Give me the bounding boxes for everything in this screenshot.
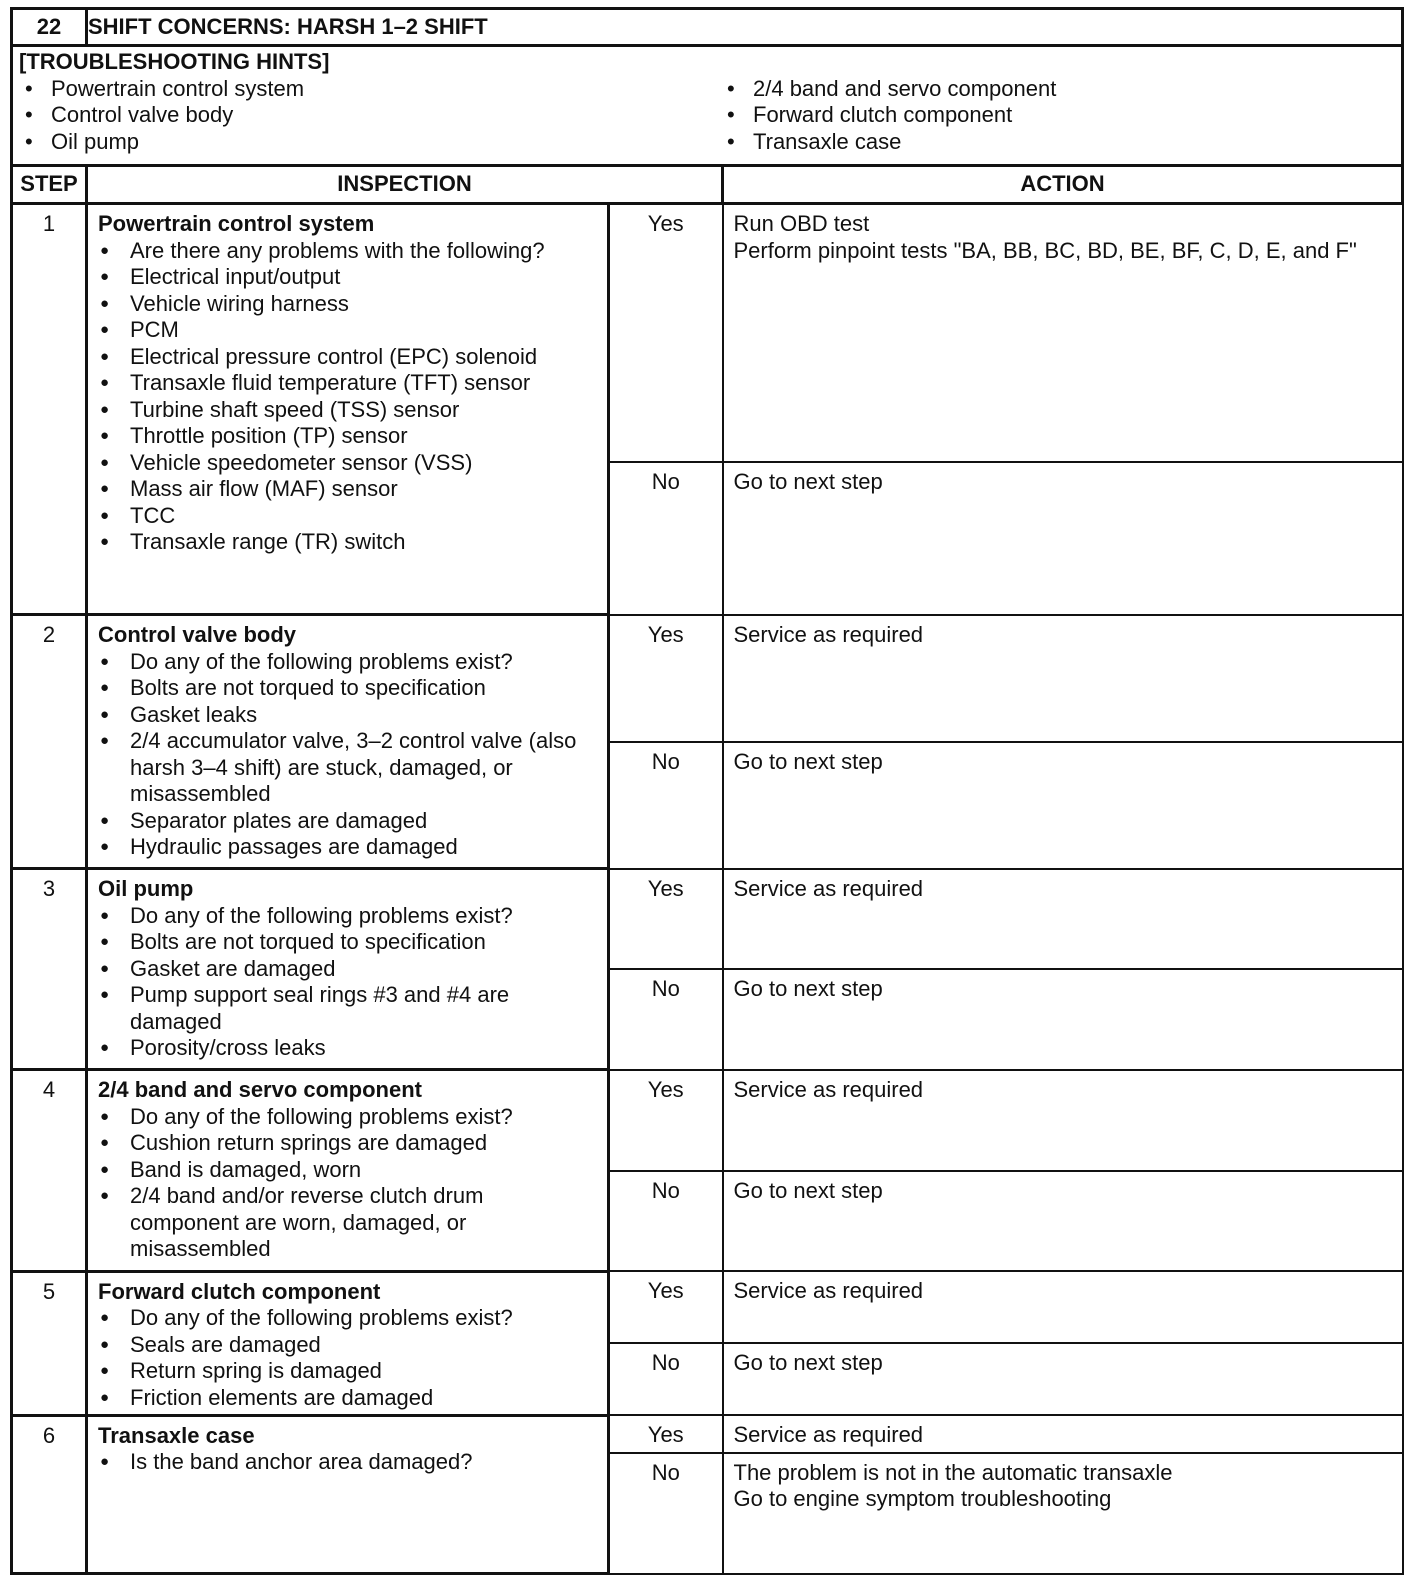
- step-number: 1: [12, 204, 87, 615]
- action-if-yes: Run OBD test Perform pinpoint tests "BA, BB, BC, BD, BE, BF, C, D, E, and F": [723, 204, 1403, 462]
- action-if-yes: Service as required: [723, 869, 1403, 970]
- column-header-step: STEP: [12, 166, 87, 204]
- hint-item: • Oil pump: [19, 129, 721, 156]
- step-inspection: [87, 1415, 609, 1573]
- inspection-item: ● Do any of the following problems exist?: [98, 903, 597, 930]
- procedure-title: SHIFT CONCERNS: HARSH 1–2 SHIFT: [87, 9, 1403, 46]
- inspection-item: ● Bolts are not torqued to specification: [98, 675, 597, 702]
- action-if-yes: Service as required: [723, 1415, 1403, 1452]
- answer-no: No: [609, 1453, 723, 1574]
- procedure-number: 22: [12, 9, 87, 46]
- inspection-item: ● Friction elements are damaged: [98, 1385, 597, 1412]
- inspection-items: [98, 238, 597, 556]
- hints-heading: [TROUBLESHOOTING HINTS]: [19, 49, 330, 75]
- inspection-item: ● Are there any problems with the following?: [98, 238, 597, 265]
- inspection-item: ● Throttle position (TP) sensor: [98, 423, 597, 450]
- troubleshooting-hints: [12, 46, 1403, 166]
- answer-yes: Yes: [609, 204, 723, 462]
- inspection-item: ● Do any of the following problems exist?: [98, 1305, 597, 1332]
- inspection-item: ● Vehicle wiring harness: [98, 291, 597, 318]
- inspection-item: ● Transaxle range (TR) switch: [98, 529, 597, 556]
- inspection-items: [98, 1104, 597, 1263]
- inspection-title: Transaxle case: [98, 1422, 255, 1448]
- inspection-title: 2/4 band and servo component: [98, 1077, 422, 1103]
- hint-item: • Transaxle case: [721, 129, 1395, 156]
- inspection-title: Control valve body: [98, 622, 297, 648]
- action-if-yes: Service as required: [723, 1271, 1403, 1343]
- inspection-title: Forward clutch component: [98, 1278, 381, 1304]
- inspection-item: ● Is the band anchor area damaged?: [98, 1449, 597, 1476]
- action-if-no: The problem is not in the automatic transaxle Go to engine symptom troubleshooting: [723, 1453, 1403, 1574]
- action-if-no: Go to next step: [723, 1171, 1403, 1272]
- action-if-yes: Service as required: [723, 1070, 1403, 1171]
- answer-yes: Yes: [609, 1070, 723, 1171]
- action-if-no: Go to next step: [723, 462, 1403, 615]
- steps-body: [12, 204, 1403, 1574]
- inspection-item: ● Vehicle speedometer sensor (VSS): [98, 450, 597, 477]
- action-if-no: Go to next step: [723, 969, 1403, 1070]
- inspection-item: ● Porosity/cross leaks: [98, 1035, 597, 1062]
- inspection-item: ● Electrical input/output: [98, 264, 597, 291]
- inspection-item: ● Do any of the following problems exist?: [98, 649, 597, 676]
- inspection-item: ● Gasket are damaged: [98, 956, 597, 983]
- inspection-item: ● Gasket leaks: [98, 702, 597, 729]
- action-if-yes: Service as required: [723, 615, 1403, 742]
- inspection-item: ● TCC: [98, 503, 597, 530]
- troubleshooting-table: [10, 7, 1404, 1575]
- inspection-item: ● Separator plates are damaged: [98, 808, 597, 835]
- step-inspection: [87, 869, 609, 1070]
- column-header-inspection: INSPECTION: [87, 166, 723, 204]
- answer-yes: Yes: [609, 869, 723, 970]
- answer-no: No: [609, 969, 723, 1070]
- inspection-item: ● Mass air flow (MAF) sensor: [98, 476, 597, 503]
- inspection-items: [98, 1449, 597, 1476]
- column-header-action: ACTION: [723, 166, 1403, 204]
- step-number: 6: [12, 1415, 87, 1573]
- inspection-title: Powertrain control system: [98, 211, 375, 237]
- step-inspection: [87, 1271, 609, 1415]
- answer-yes: Yes: [609, 615, 723, 742]
- hint-item: • 2/4 band and servo component: [721, 76, 1395, 103]
- inspection-item: ● Seals are damaged: [98, 1332, 597, 1359]
- inspection-item: ● Turbine shaft speed (TSS) sensor: [98, 397, 597, 424]
- step-number: 4: [12, 1070, 87, 1271]
- answer-no: No: [609, 742, 723, 869]
- hints-left-list: [19, 76, 721, 156]
- inspection-items: [98, 649, 597, 861]
- hints-right-list: [721, 76, 1395, 156]
- inspection-item: ● Band is damaged, worn: [98, 1157, 597, 1184]
- step-number: 5: [12, 1271, 87, 1415]
- answer-yes: Yes: [609, 1415, 723, 1452]
- inspection-item: ● Hydraulic passages are damaged: [98, 834, 597, 861]
- action-if-no: Go to next step: [723, 742, 1403, 869]
- action-if-no: Go to next step: [723, 1343, 1403, 1416]
- step-number: 3: [12, 869, 87, 1070]
- hint-item: • Powertrain control system: [19, 76, 721, 103]
- inspection-item: ● Pump support seal rings #3 and #4 are damaged: [98, 982, 597, 1035]
- inspection-item: ● PCM: [98, 317, 597, 344]
- hint-item: • Control valve body: [19, 102, 721, 129]
- inspection-item: ● Transaxle fluid temperature (TFT) sensor: [98, 370, 597, 397]
- inspection-item: ● Cushion return springs are damaged: [98, 1130, 597, 1157]
- inspection-item: ● 2/4 accumulator valve, 3–2 control valve (also harsh 3–4 shift) are stuck, damaged, or misassembled: [98, 728, 597, 808]
- step-inspection: [87, 1070, 609, 1271]
- inspection-item: ● Do any of the following problems exist?: [98, 1104, 597, 1131]
- step-inspection: [87, 615, 609, 869]
- inspection-item: ● Bolts are not torqued to specification: [98, 929, 597, 956]
- inspection-item: ● 2/4 band and/or reverse clutch drum component are worn, damaged, or misassembled: [98, 1183, 597, 1263]
- inspection-items: [98, 903, 597, 1062]
- inspection-items: [98, 1305, 597, 1411]
- step-number: 2: [12, 615, 87, 869]
- inspection-title: Oil pump: [98, 876, 194, 902]
- step-inspection: [87, 204, 609, 615]
- answer-no: No: [609, 1343, 723, 1416]
- inspection-item: ● Electrical pressure control (EPC) solenoid: [98, 344, 597, 371]
- answer-no: No: [609, 1171, 723, 1272]
- inspection-item: ● Return spring is damaged: [98, 1358, 597, 1385]
- answer-yes: Yes: [609, 1271, 723, 1343]
- answer-no: No: [609, 462, 723, 615]
- hint-item: • Forward clutch component: [721, 102, 1395, 129]
